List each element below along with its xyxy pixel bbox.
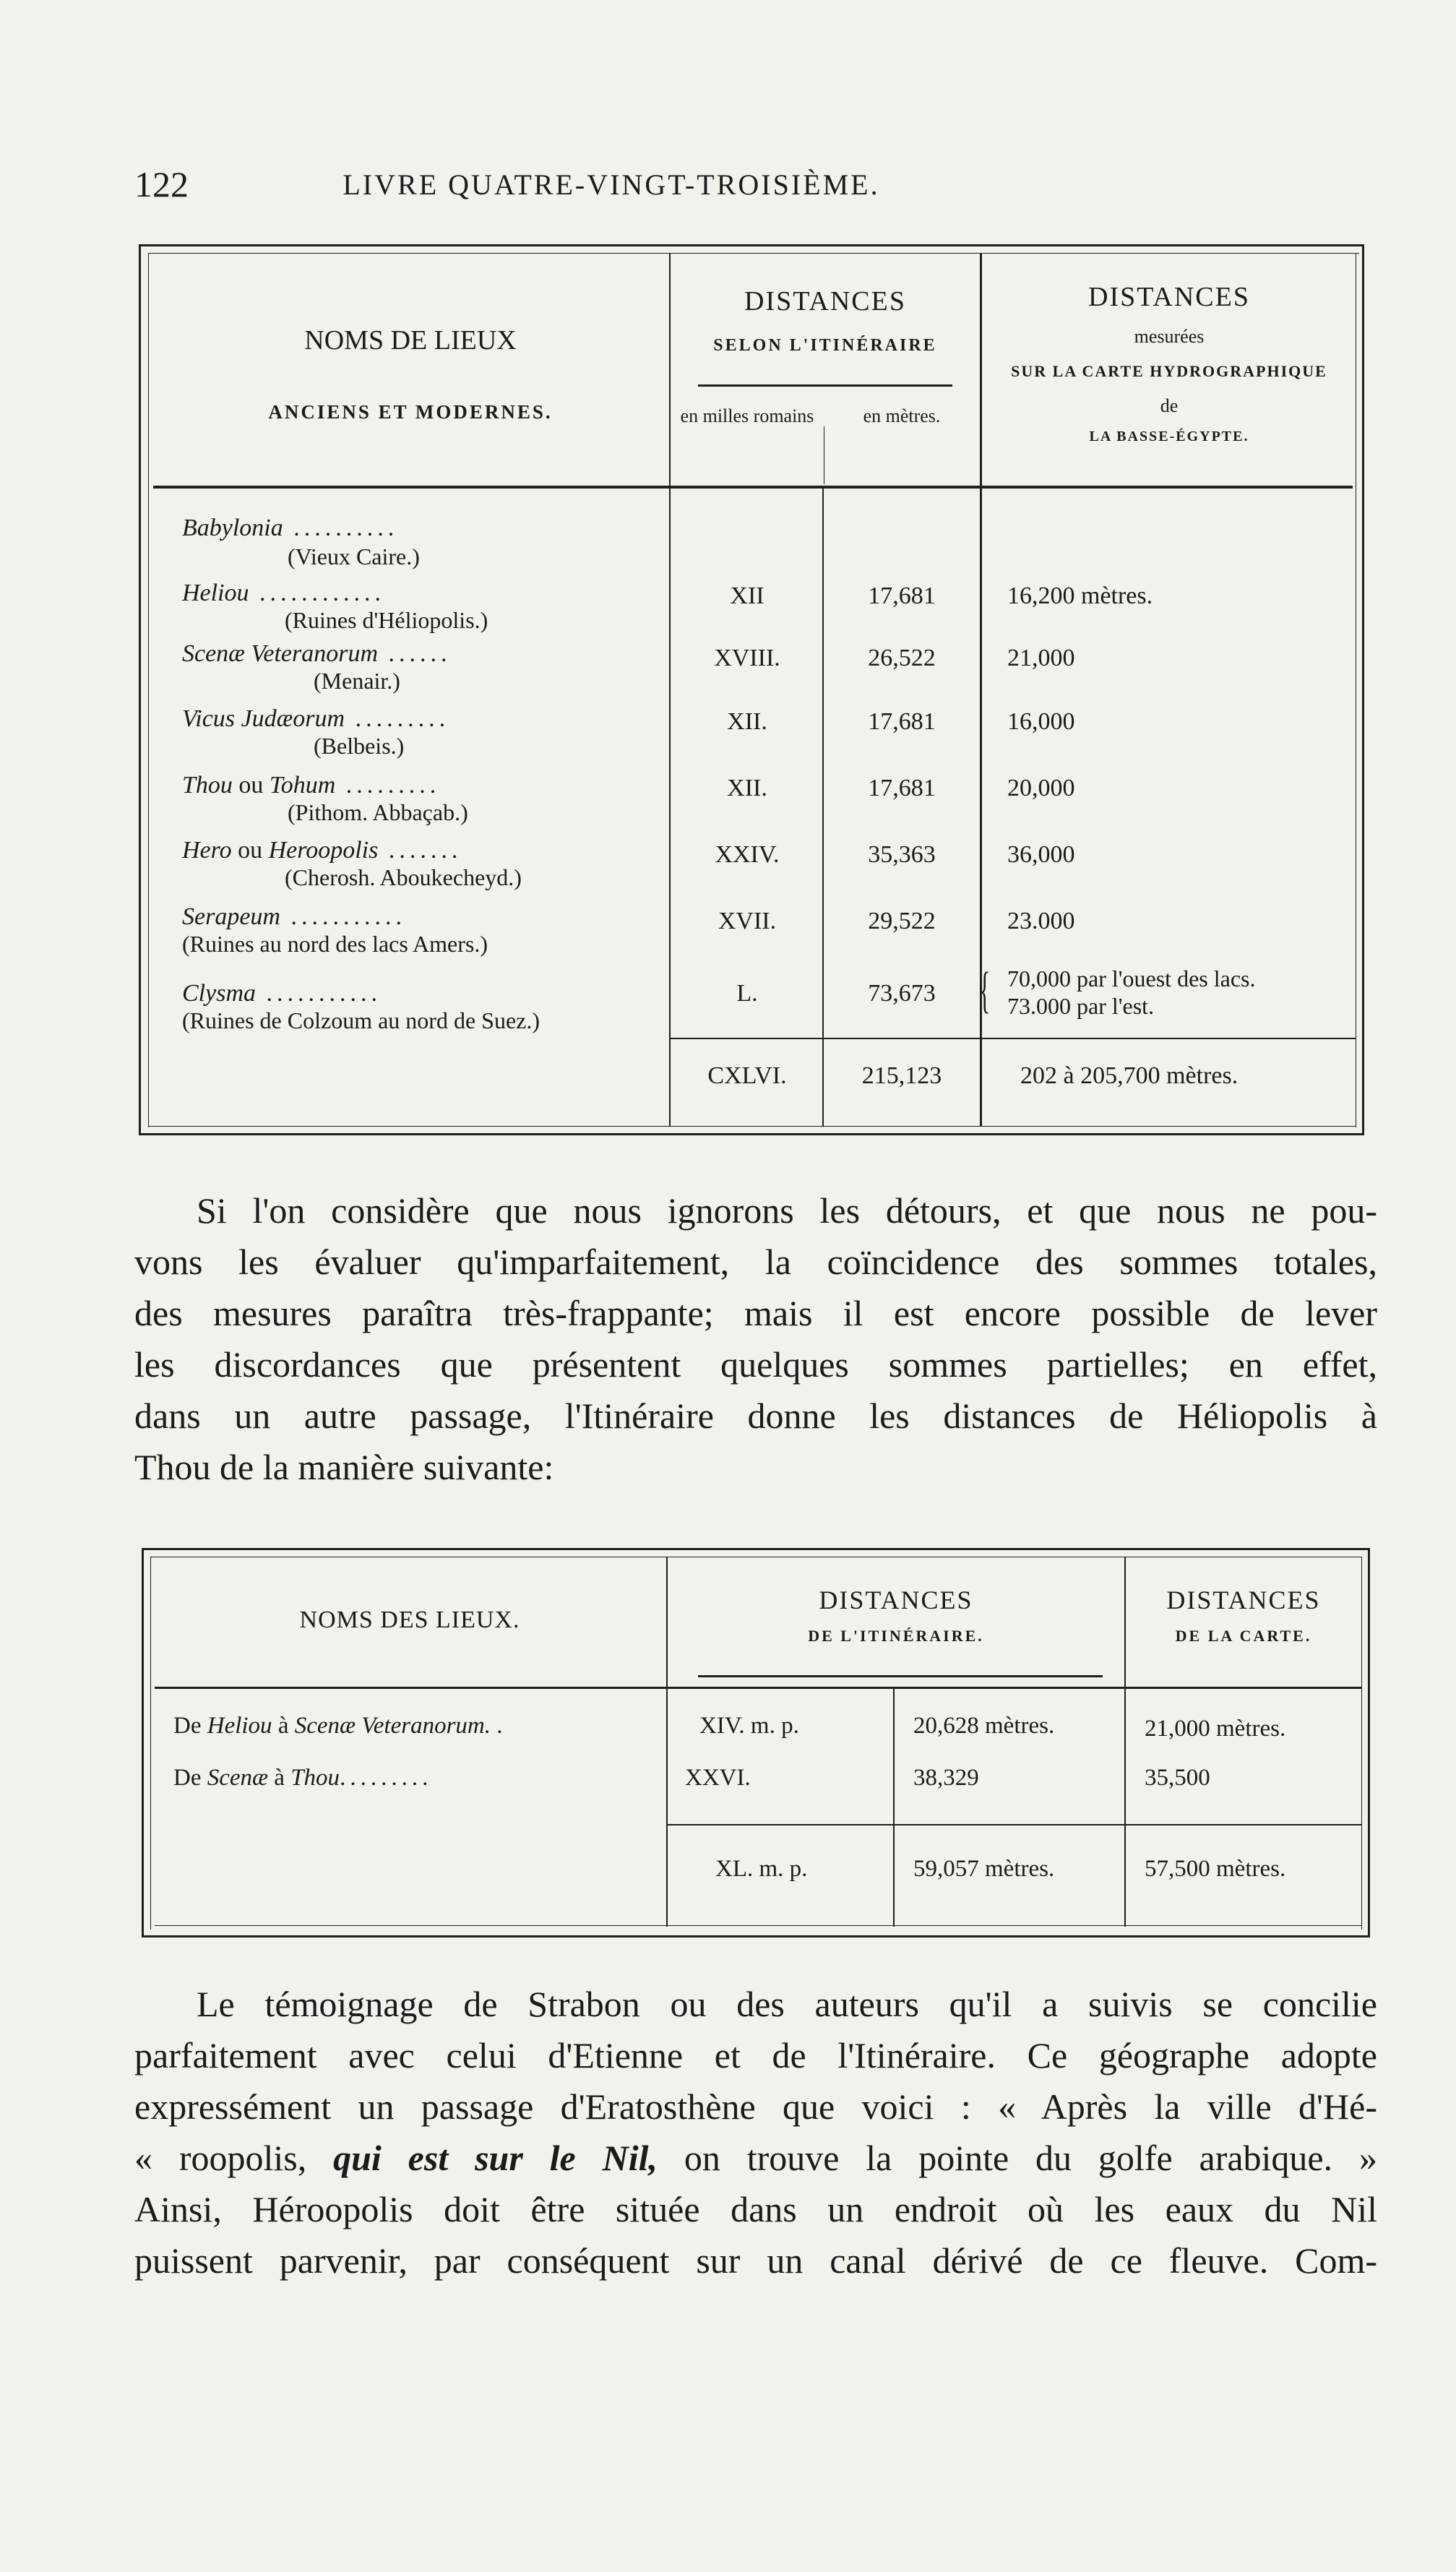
table1-left-inner-rule: [148, 253, 149, 1127]
modern-name: (Cherosh. Aboukecheyd.): [285, 864, 522, 890]
place-name: Heliou ............: [182, 580, 386, 606]
text-line: Le témoignage de Strabon ou des auteurs qu'il a suivis se concilie: [197, 1984, 1377, 2024]
route-name: De Heliou à Scenæ Veteranorum. .: [173, 1713, 503, 1739]
text-line: expressément un passage d'Eratosthène que voici : « Après la ville d'Hé-: [134, 2086, 1377, 2127]
total-map: 57,500 mètres.: [1145, 1856, 1286, 1882]
metres-value: 29,522: [868, 908, 936, 934]
table1-map-header: DISTANCES: [1088, 282, 1250, 312]
miles-value: L.: [736, 980, 758, 1007]
miles-value: XXVI.: [685, 1765, 751, 1791]
total-metres: 215,123: [861, 1062, 942, 1089]
text-line: puissent parvenir, par conséquent sur un canal dérivé de ce fleuve. Com-: [134, 2240, 1377, 2281]
table2-col-rule: [666, 1557, 668, 1927]
table1-itinerary-subheader: SELON L'ITINÉRAIRE: [713, 336, 937, 355]
table1-bottom-rule: [139, 1133, 1364, 1135]
table2-left-inner-rule: [150, 1557, 151, 1930]
brace-icon: {: [979, 963, 991, 1018]
table1-miles-header: [672, 403, 822, 429]
table2-top-rule: [142, 1548, 1370, 1550]
table1-map-line2: SUR LA CARTE HYDROGRAPHIQUE: [1011, 362, 1327, 380]
miles-value: XII: [730, 582, 764, 609]
text-line: vons les évaluer qu'imparfaitement, la coïncidence des sommes totales,: [134, 1242, 1377, 1282]
table2-header-rule: [155, 1687, 1361, 1689]
text-line: les discordances que présentent quelques sommes partielles; en effet,: [134, 1344, 1377, 1385]
metres-value: 73,673: [868, 980, 936, 1007]
miles-value: XII.: [727, 708, 767, 735]
table2-itinerary-header: DISTANCES: [819, 1586, 973, 1614]
table2-right-rule: [1368, 1548, 1370, 1937]
miles-value: XII.: [727, 775, 767, 801]
place-name: Babylonia ..........: [182, 515, 399, 541]
metres-value: 17,681: [868, 708, 936, 735]
place-name: Scenæ Veteranorum ......: [182, 640, 452, 667]
table1-map-line1: mesurées: [1134, 326, 1205, 347]
total-miles: XL. m. p.: [715, 1856, 808, 1882]
table2-itinerary-subheader: DE L'ITINÉRAIRE.: [808, 1627, 984, 1645]
miles-value: XXIV.: [715, 841, 780, 868]
modern-name: (Ruines de Colzoum au nord de Suez.): [182, 1007, 540, 1033]
modern-name: (Ruines au nord des lacs Amers.): [182, 931, 488, 957]
table1-map-line3: de: [1160, 395, 1179, 416]
map-value: 70,000 par l'ouest des lacs.: [1007, 965, 1256, 992]
table1-total-rule: [671, 1038, 1356, 1039]
paragraph-1: [134, 1185, 1377, 1493]
modern-name: (Pithom. Abbaçab.): [288, 799, 468, 825]
text-line: Thou de la manière suivante:: [134, 1447, 554, 1487]
place-name: Vicus Judæorum .........: [182, 705, 450, 732]
place-name: Clysma ...........: [182, 980, 382, 1007]
table2-col-rule: [893, 1688, 895, 1927]
table1-left-rule: [139, 244, 141, 1135]
map-value: 35,500: [1145, 1765, 1210, 1791]
total-metres: 59,057 mètres.: [913, 1856, 1055, 1882]
table1-bottom-inner-rule: [148, 1126, 1356, 1127]
metres-value: 26,522: [868, 645, 936, 671]
modern-name: (Belbeis.): [314, 733, 405, 759]
text-line: dans un autre passage, l'Itinéraire donne les distances de Héliopolis à: [134, 1395, 1377, 1436]
table2-col-rule: [1124, 1557, 1126, 1927]
table2-bottom-inner-rule: [155, 1925, 1361, 1926]
place-name: Hero ou Heroopolis .......: [182, 837, 462, 864]
modern-name: (Ruines d'Héliopolis.): [285, 607, 488, 633]
metres-value: 17,681: [868, 582, 936, 609]
table1-itinerary-header: DISTANCES: [744, 286, 906, 317]
table1-col-rule: [669, 253, 671, 1126]
table1-names-header: NOMS DE LIEUX: [304, 325, 517, 356]
map-value: 23.000: [1007, 908, 1075, 934]
table2-left-rule: [142, 1548, 144, 1937]
table2-names-header: NOMS DES LIEUX.: [299, 1607, 520, 1633]
miles-header-label: en milles romains: [680, 405, 814, 426]
itinerary-brace: [698, 384, 952, 387]
table1-map-line4: LA BASSE-ÉGYPTE.: [1089, 429, 1249, 444]
map-value: 20,000: [1007, 775, 1075, 801]
page-number: 122: [134, 164, 189, 205]
text-line: « roopolis, qui est sur le Nil, on trouve la pointe du golfe arabique. »: [134, 2138, 1377, 2178]
metres-value: 35,363: [868, 841, 936, 868]
table2-bottom-rule: [142, 1935, 1370, 1937]
table1-top-inner-rule: [148, 253, 1359, 254]
metres-value: 20,628 mètres.: [913, 1713, 1055, 1739]
table1-metres-header: en mètres.: [863, 405, 941, 426]
paragraph-2: [134, 1979, 1377, 2287]
table1-header-rule: [153, 486, 1353, 489]
map-value: 16,000: [1007, 708, 1075, 735]
table2-brace: [698, 1675, 1103, 1677]
map-value: 21,000: [1007, 645, 1075, 671]
place-name: Thou ou Tohum .........: [182, 772, 441, 799]
table1-top-rule: [139, 244, 1364, 246]
map-value: 36,000: [1007, 841, 1075, 868]
miles-value: XIV. m. p.: [699, 1713, 799, 1739]
table2-map-header: DISTANCES: [1166, 1586, 1321, 1614]
map-value: 16,200 mètres.: [1007, 582, 1153, 609]
table2-map-subheader: DE LA CARTE.: [1175, 1627, 1312, 1645]
map-value: 21,000 mètres.: [1145, 1716, 1286, 1742]
table1-col-rule: [822, 486, 824, 1126]
total-miles: CXLVI.: [707, 1062, 787, 1089]
route-name: De Scenæ à Thou.........: [173, 1765, 433, 1791]
table2-total-rule: [668, 1824, 1361, 1825]
running-title: LIVRE QUATRE-VINGT-TROISIÈME.: [343, 168, 880, 201]
table2-right-inner-rule: [1361, 1557, 1362, 1930]
total-map: 202 à 205,700 mètres.: [1020, 1062, 1239, 1089]
modern-name: (Vieux Caire.): [288, 543, 420, 569]
modern-name: (Menair.): [314, 668, 400, 694]
table1-names-subheader: ANCIENS ET MODERNES.: [268, 401, 553, 423]
miles-value: XVIII.: [714, 645, 780, 671]
table1-right-rule: [1362, 244, 1364, 1135]
text-line: Ainsi, Héroopolis doit être située dans un endroit où les eaux du Nil: [134, 2189, 1377, 2229]
miles-value: XVII.: [718, 908, 777, 934]
text-line: des mesures paraîtra très-frappante; mais il est encore possible de lever: [134, 1293, 1377, 1333]
place-name: Serapeum ...........: [182, 903, 406, 930]
text-line: parfaitement avec celui d'Etienne et de l'Itinéraire. Ce géographe adopte: [134, 2035, 1377, 2076]
metres-value: 38,329: [913, 1765, 979, 1791]
map-value: 73.000 par l'est.: [1007, 993, 1155, 1019]
metres-value: 17,681: [868, 775, 936, 801]
text-line: Si l'on considère que nous ignorons les détours, et que nous ne pou-: [197, 1190, 1377, 1231]
